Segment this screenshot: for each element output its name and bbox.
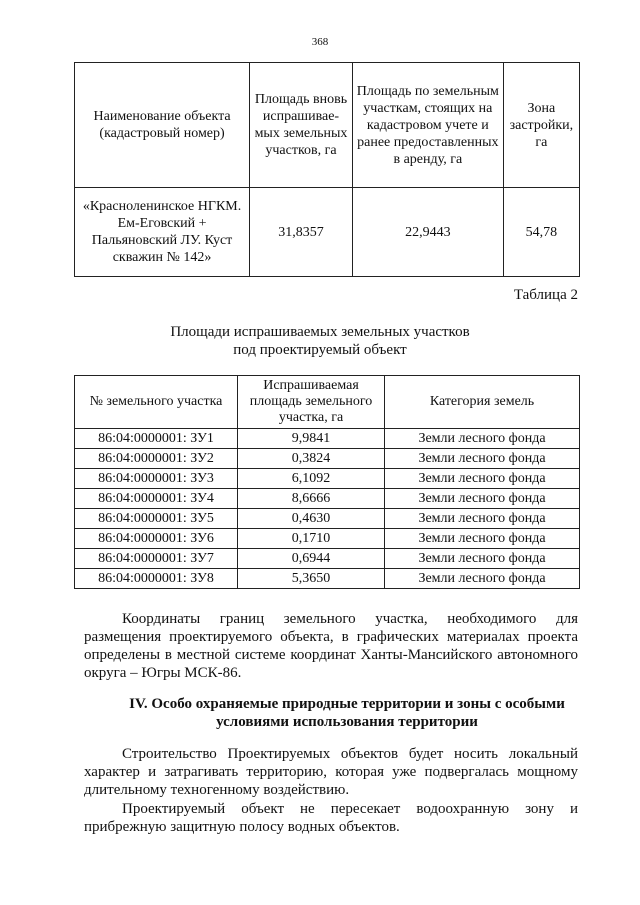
table-caption: Таблица 2	[513, 287, 578, 303]
header-registered-area: Площадь по земельным участкам, стоящих на кадастровом учете и ранее предоставленных в аренду, га	[352, 63, 503, 188]
table-row	[75, 489, 580, 509]
cell-plot-number: 86:04:0000001: ЗУ6	[75, 529, 238, 549]
cell-land-category: Земли лесного фонда	[385, 569, 580, 589]
land-plots-table	[74, 375, 580, 589]
cell-requested-area: 6,1092	[238, 469, 385, 489]
cell-land-category: Земли лесного фонда	[385, 469, 580, 489]
cell-plot-number: 86:04:0000001: ЗУ7	[75, 549, 238, 569]
cell-plot-number: 86:04:0000001: ЗУ5	[75, 509, 238, 529]
cell-requested-area: 0,4630	[238, 509, 385, 529]
table-row	[75, 449, 580, 469]
header-land-category: Категория земель	[385, 376, 580, 429]
water-zone-paragraph: Проектируемый объект не пересекает водоохранную зону и прибрежную защитную полосу водных объектов.	[84, 801, 578, 835]
table-row	[75, 529, 580, 549]
header-build-zone: Зона застройки, га	[503, 63, 579, 188]
cell-land-category: Земли лесного фонда	[385, 489, 580, 509]
coordinates-paragraph: Координаты границ земельного участка, необходимого для размещения проектируемого объекта, в графических материалах проекта определены в местной системе координат Ханты-Мансийского автономного округа – Югры МСК-86.	[84, 611, 578, 681]
cell-requested-area: 9,9841	[238, 429, 385, 449]
table-header-row	[75, 63, 580, 188]
table-row	[75, 509, 580, 529]
cell-plot-number: 86:04:0000001: ЗУ8	[75, 569, 238, 589]
table-row	[75, 569, 580, 589]
cell-land-category: Земли лесного фонда	[385, 549, 580, 569]
table-title	[0, 323, 640, 359]
table-row	[75, 549, 580, 569]
construction-paragraph: Строительство Проектируемых объектов будет носить локальный характер и затрагивать территорию, которая уже подвергалась мощному длительному техногенному воздействию.	[84, 746, 578, 798]
cell-land-category: Земли лесного фонда	[385, 429, 580, 449]
cell-requested-area: 0,6944	[238, 549, 385, 569]
section-heading: IV. Особо охраняемые природные территории и зоны с особыми условиями использования территории	[129, 696, 565, 730]
objects-area-table	[74, 62, 580, 277]
table-row	[75, 429, 580, 449]
table-title-line: Площади испрашиваемых земельных участков	[170, 324, 470, 340]
cell-plot-number: 86:04:0000001: ЗУ3	[75, 469, 238, 489]
header-object-name: Наименование объекта (кадастровый номер)	[75, 63, 250, 188]
cell-land-category: Земли лесного фонда	[385, 529, 580, 549]
cell-object-name: «Красноленинское НГКМ. Ем-Еговский + Пальяновский ЛУ. Куст скважин № 142»	[75, 188, 250, 277]
cell-requested-area: 0,1710	[238, 529, 385, 549]
cell-plot-number: 86:04:0000001: ЗУ2	[75, 449, 238, 469]
cell-registered-area: 22,9443	[352, 188, 503, 277]
table-row	[75, 188, 580, 277]
table-header-row	[75, 376, 580, 429]
cell-new-area: 31,8357	[250, 188, 353, 277]
cell-requested-area: 8,6666	[238, 489, 385, 509]
cell-land-category: Земли лесного фонда	[385, 509, 580, 529]
cell-requested-area: 5,3650	[238, 569, 385, 589]
cell-requested-area: 0,3824	[238, 449, 385, 469]
cell-build-zone: 54,78	[503, 188, 579, 277]
page-number: 368	[311, 36, 329, 48]
cell-plot-number: 86:04:0000001: ЗУ1	[75, 429, 238, 449]
header-requested-area: Испрашиваемая площадь земельного участка, га	[238, 376, 385, 429]
table-title-line: под проектируемый объект	[233, 342, 407, 358]
table-row	[75, 469, 580, 489]
cell-plot-number: 86:04:0000001: ЗУ4	[75, 489, 238, 509]
cell-land-category: Земли лесного фонда	[385, 449, 580, 469]
header-new-area: Площадь вновь испрашивае-мых земельных участков, га	[250, 63, 353, 188]
header-plot-number: № земельного участка	[75, 376, 238, 429]
